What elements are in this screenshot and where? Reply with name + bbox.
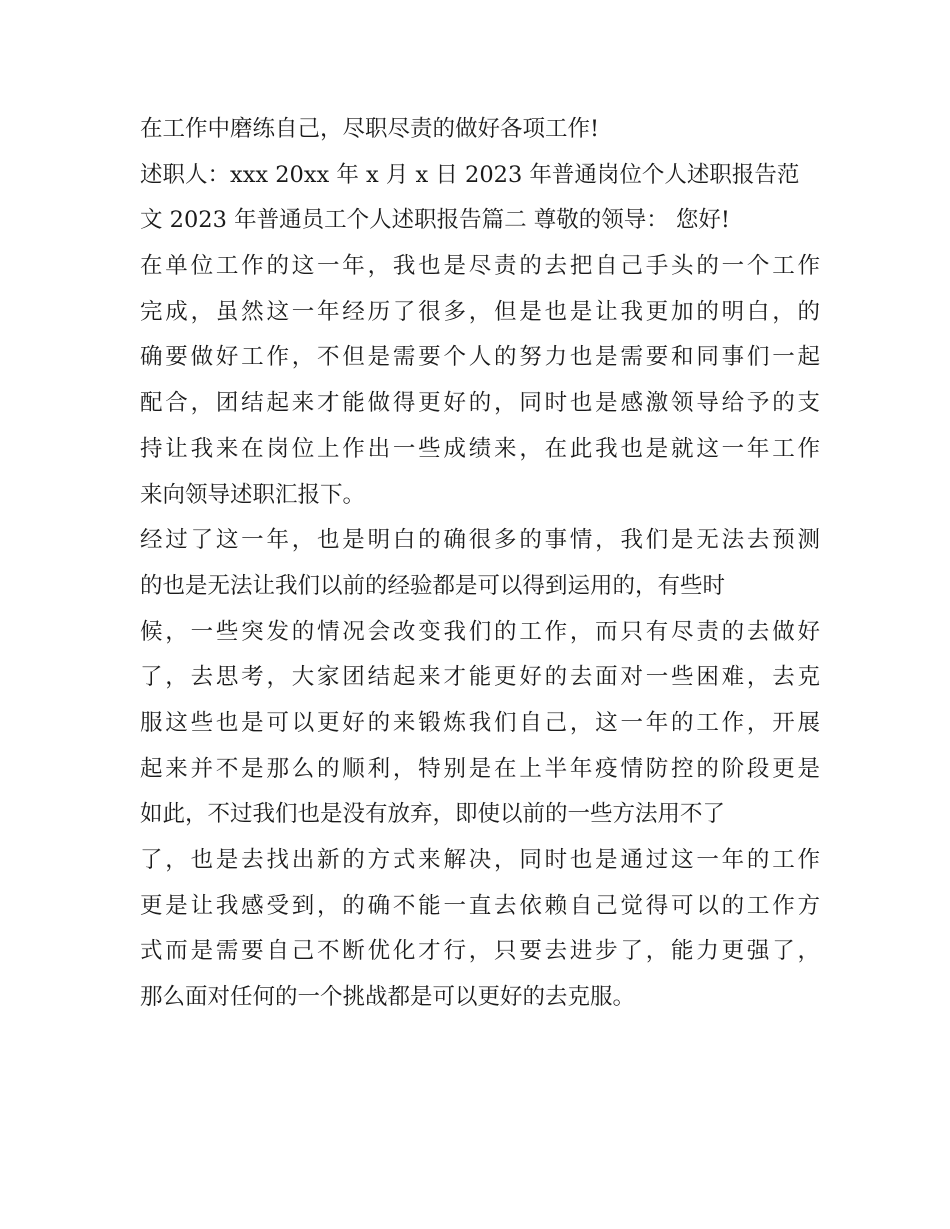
text-line: 述职人：xxx 20xx 年 x 月 x 日 2023 年普通岗位个人述职报告范 [140,161,800,188]
text-line: 如此，不过我们也是没有放弃，即使以前的一些方法用不了 [140,801,726,828]
text-line: 在工作中磨练自己，尽职尽责的做好各项工作! [140,116,600,142]
text-line: 持让我来在岗位上作出一些成绩来，在此我也是就这一年工作 [140,435,820,462]
document-body [140,107,820,1021]
text-line: 式而是需要自己不断优化才行，只要去进步了，能力更强了， [140,938,820,965]
text-line: 经过了这一年，也是明白的确很多的事情，我们是无法去预测 [140,527,820,554]
text-line: 服这些也是可以更好的来锻炼我们自己，这一年的工作，开展 [140,709,820,736]
text-line: 在单位工作的这一年，我也是尽责的去把自己手头的一个工作 [140,253,820,280]
text-line: 配合，团结起来才能做得更好的，同时也是感激领导给予的支 [140,390,820,417]
text-line: 更是让我感受到，的确不能一直去依赖自己觉得可以的工作方 [140,892,820,919]
text-line: 起来并不是那么的顺利，特别是在上半年疫情防控的阶段更是 [140,755,820,782]
text-line: 来向领导述职汇报下。 [140,481,366,508]
text-line: 确要做好工作，不但是需要个人的努力也是需要和同事们一起 [140,344,820,371]
text-line: 候，一些突发的情况会改变我们的工作，而只有尽责的去做好 [140,618,820,645]
text-line: 完成，虽然这一年经历了很多，但是也是让我更加的明白，的 [140,298,820,325]
text-line: 了，也是去找出新的方式来解决，同时也是通过这一年的工作 [140,847,820,873]
text-line: 那么面对任何的一个挑战都是可以更好的去克服。 [140,984,636,1011]
text-line: 的也是无法让我们以前的经验都是可以得到运用的，有些时 [140,572,726,599]
text-line: 了，去思考，大家团结起来才能更好的去面对一些困难，去克 [140,664,820,691]
text-line: 文 2023 年普通员工个人述职报告篇二 尊敬的领导： 您好! [140,207,730,234]
